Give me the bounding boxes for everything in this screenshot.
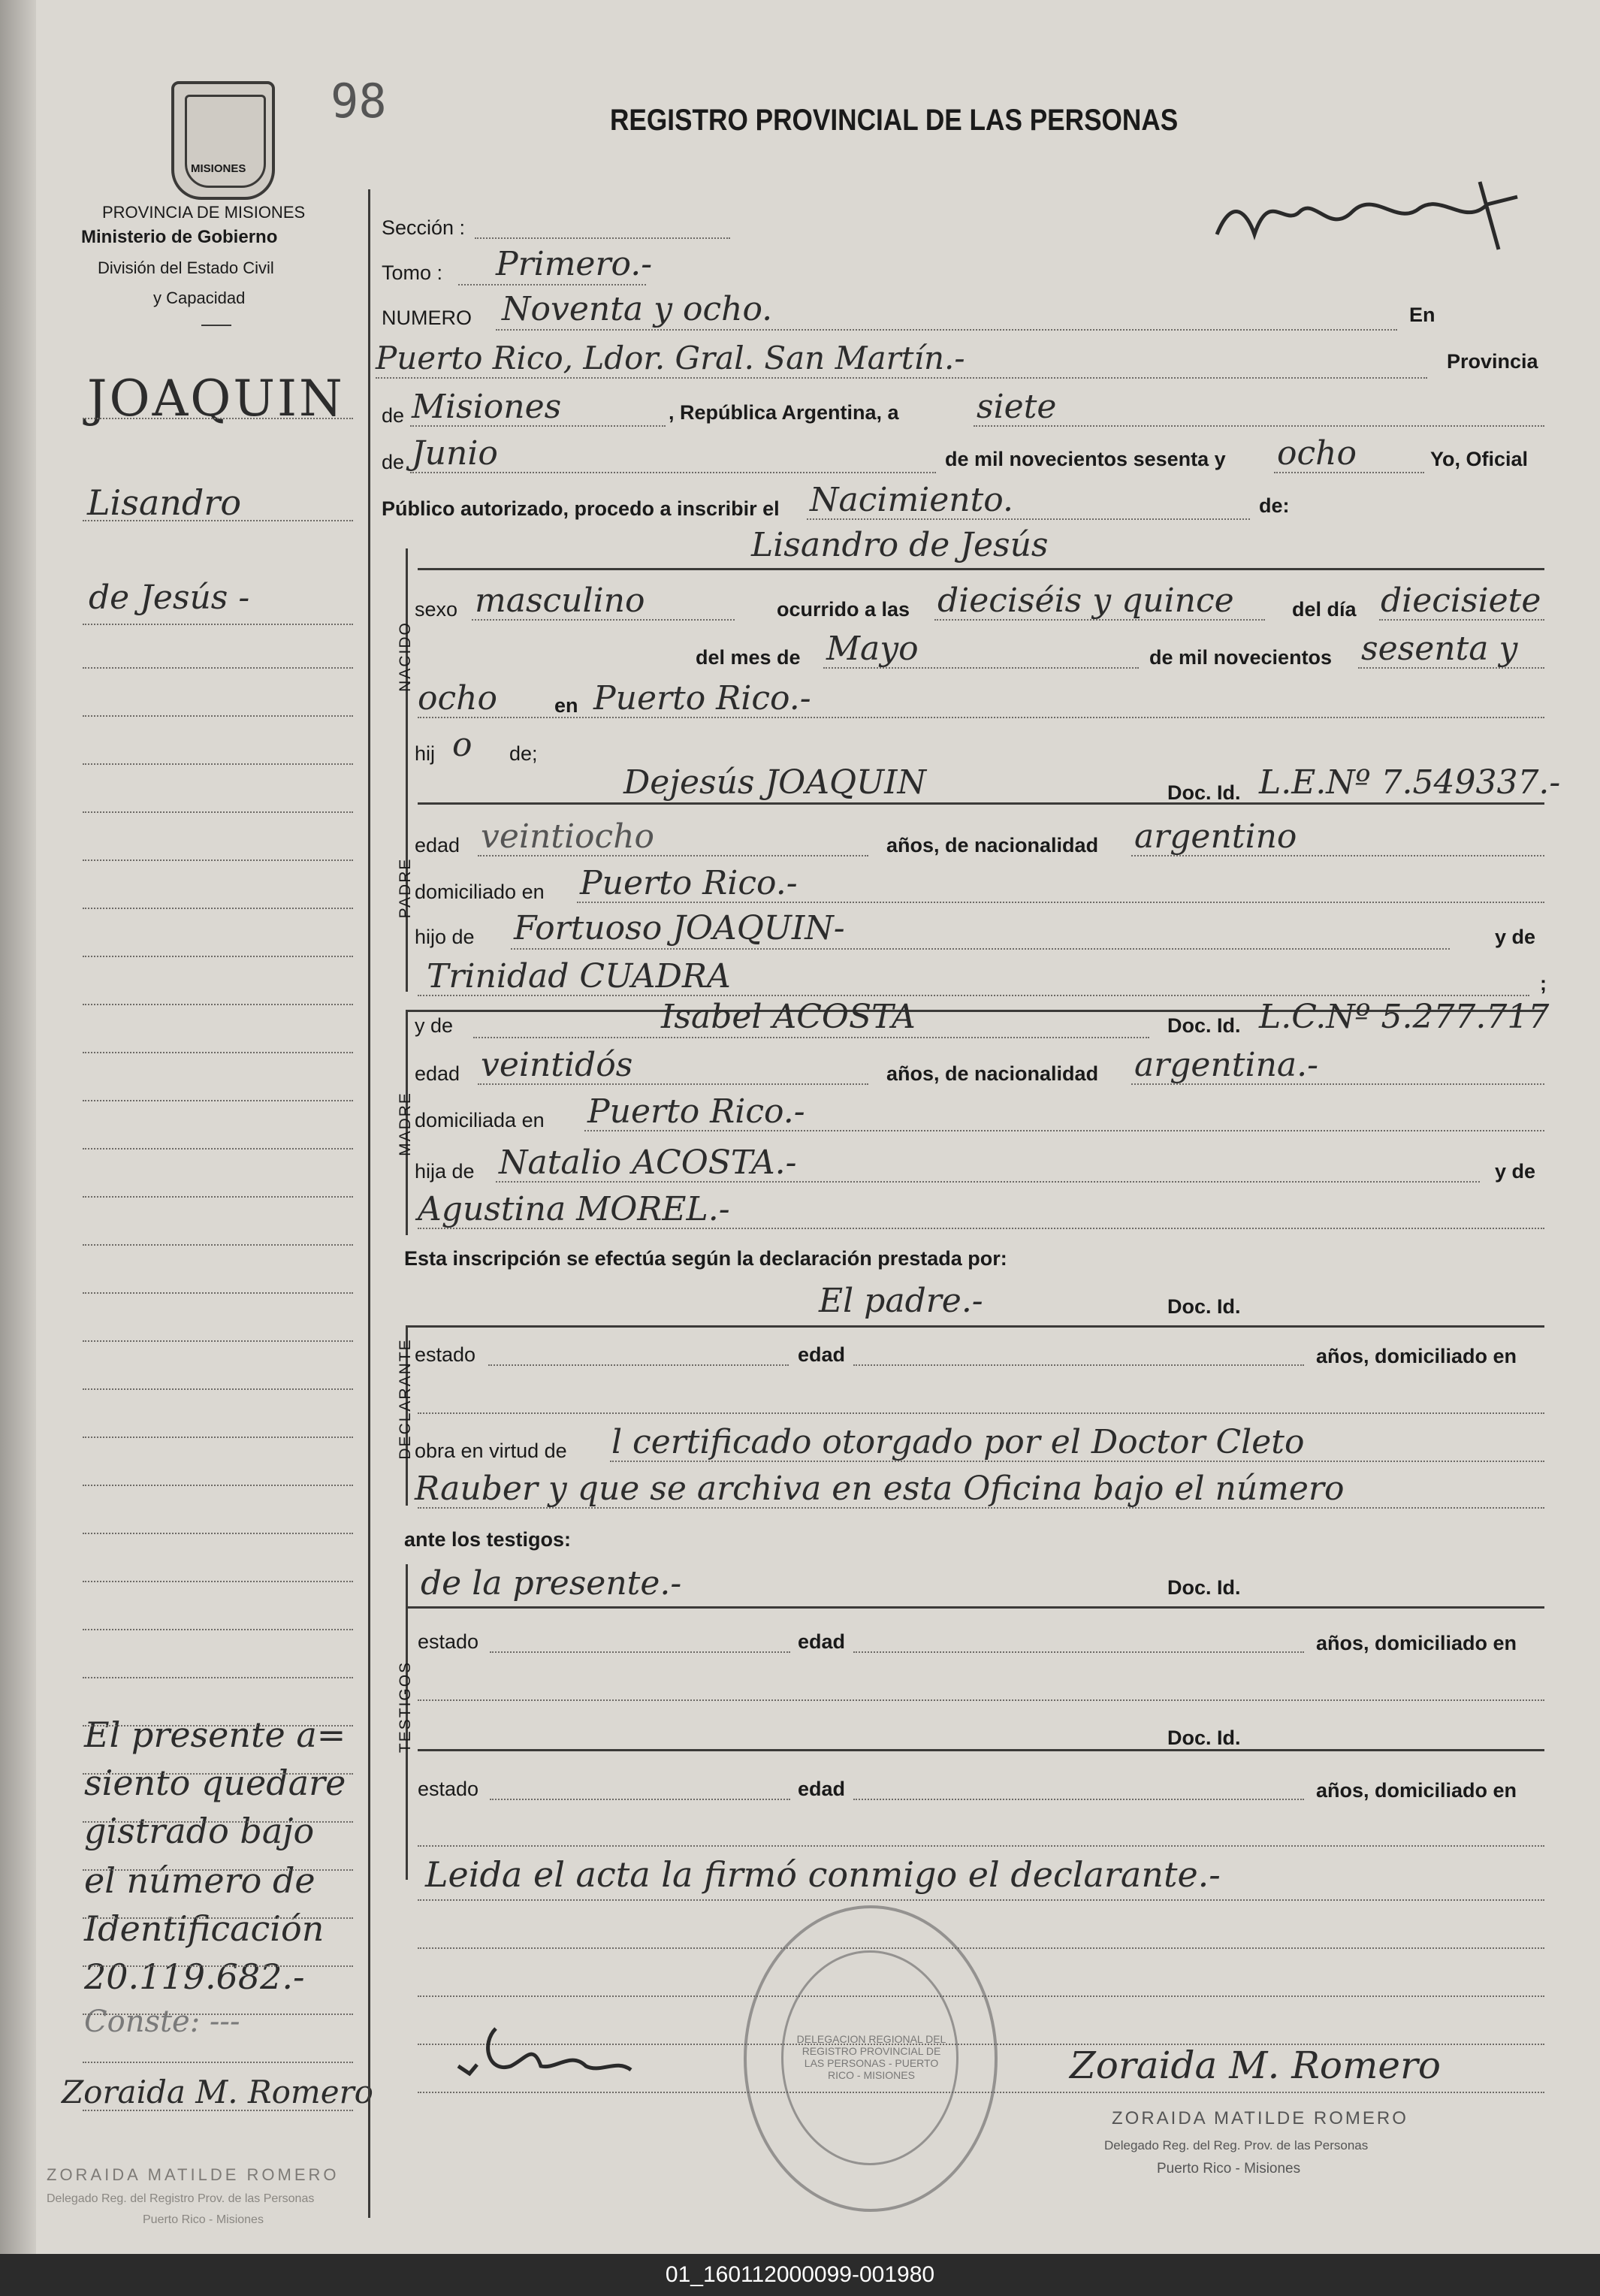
closing-line-2 bbox=[418, 1947, 1544, 1949]
semicolon-mark: ; bbox=[1540, 972, 1547, 995]
edad-label-witness-1: edad bbox=[798, 1630, 846, 1653]
margin-ruled-line bbox=[83, 1388, 353, 1390]
margin-stamp-line-3: Puerto Rico - Misiones bbox=[143, 2213, 264, 2226]
day-line bbox=[974, 425, 1544, 427]
org-divider bbox=[201, 325, 231, 326]
tomo-value: Primero.- bbox=[496, 245, 653, 283]
margin-ruled-line bbox=[83, 2062, 353, 2063]
y-de-label-mother: y de bbox=[415, 1014, 454, 1037]
father-nationality-line bbox=[1131, 855, 1544, 856]
doc-id-label-mother: Doc. Id. bbox=[1167, 1014, 1241, 1037]
margin-ruled-line bbox=[83, 1725, 353, 1727]
margin-ruled-line bbox=[83, 1244, 353, 1246]
margin-ruled-line bbox=[83, 859, 353, 861]
margin-ruled-line bbox=[83, 715, 353, 717]
birth-year-value-2: ocho bbox=[418, 679, 497, 718]
edad-line-declarant bbox=[853, 1364, 1304, 1366]
hijo-value: o bbox=[452, 726, 472, 764]
mother-domicile: Puerto Rico.- bbox=[587, 1092, 805, 1131]
del-mes-label: del mes de bbox=[696, 646, 801, 669]
margin-ruled-line bbox=[83, 1196, 353, 1198]
margin-ruled-line bbox=[83, 763, 353, 765]
edad-line-witness-2 bbox=[853, 1799, 1304, 1800]
year-value: ocho bbox=[1277, 434, 1357, 473]
birth-year-label: de mil novecientos bbox=[1149, 646, 1333, 669]
place-value: Puerto Rico, Ldor. Gral. San Martín.- bbox=[376, 340, 965, 376]
margin-ruled-line bbox=[83, 667, 353, 669]
day-value: siete bbox=[977, 388, 1057, 426]
sexo-value: masculino bbox=[475, 582, 645, 620]
edad-line-witness-1 bbox=[853, 1651, 1304, 1653]
margin-ruled-line bbox=[83, 1340, 353, 1342]
en-label: En bbox=[1409, 304, 1435, 326]
margin-note-line-2: siento quedare bbox=[84, 1763, 346, 1803]
form-left-rule bbox=[368, 189, 370, 2218]
estado-line-witness-1 bbox=[490, 1651, 790, 1653]
mother-age: veintidós bbox=[481, 1046, 633, 1084]
closing-text: Leida el acta la firmó conmigo el declarante.- bbox=[425, 1854, 1221, 1895]
ocurrido-label: ocurrido a las bbox=[777, 598, 910, 621]
margin-ruled-line bbox=[83, 624, 353, 625]
provincia-label: Provincia bbox=[1447, 350, 1538, 373]
y-de-label-mother-2: y de bbox=[1495, 1160, 1536, 1183]
margin-signature: Zoraida M. Romero bbox=[62, 2074, 373, 2110]
margin-note-line-5: Identificación bbox=[84, 1908, 325, 1949]
de-label-2: de bbox=[382, 451, 405, 473]
numero-value: Noventa y ocho. bbox=[502, 290, 773, 328]
page-title: REGISTRO PROVINCIAL DE LAS PERSONAS bbox=[610, 104, 1179, 137]
declaracion-label: Esta inscripción se efectúa según la declaración prestada por: bbox=[404, 1247, 1007, 1270]
seccion-label: Sección : bbox=[382, 216, 466, 239]
margin-given-name-2: de Jesús - bbox=[89, 579, 250, 617]
org-line-3: División del Estado Civil bbox=[98, 258, 274, 277]
birth-place-value: Puerto Rico.- bbox=[593, 679, 811, 718]
seal-text: DELEGACION REGIONAL DEL REGISTRO PROVINCIAL DE LAS PERSONAS - PUERTO RICO - MISIONES bbox=[796, 2033, 946, 2081]
father-domicile: Puerto Rico.- bbox=[580, 864, 798, 902]
testigos-label: ante los testigos: bbox=[404, 1528, 572, 1551]
certificate-line-1: l certificado otorgado por el Doctor Cleto bbox=[611, 1423, 1305, 1461]
obra-label: obra en virtud de bbox=[415, 1440, 567, 1462]
act-type-line bbox=[807, 518, 1250, 520]
officer-stamp-line-2: Delegado Reg. del Reg. Prov. de las Personas bbox=[1104, 2138, 1369, 2152]
edad-label-mother: edad bbox=[415, 1062, 460, 1085]
certificate-line-2: Rauber y que se archiva en esta Oficina bajo el número bbox=[415, 1470, 1345, 1508]
month-line bbox=[410, 472, 936, 473]
section-label-nacido: NACIDO bbox=[397, 621, 414, 692]
father-age-line bbox=[478, 855, 868, 856]
edad-label-declarant: edad bbox=[798, 1343, 846, 1366]
publico-label: Público autorizado, procedo a inscribir el bbox=[382, 497, 780, 520]
hijo-de-label: hijo de bbox=[415, 926, 475, 948]
certificate-line-2-rule bbox=[418, 1507, 1544, 1509]
margin-ruled-line bbox=[83, 1629, 353, 1630]
header-signature-icon bbox=[1202, 167, 1532, 264]
nacionalidad-label-father: años, de nacionalidad bbox=[886, 834, 1099, 856]
hour-line bbox=[934, 619, 1265, 621]
margin-ruled-line bbox=[83, 1821, 353, 1823]
certificate-line-1-rule bbox=[610, 1461, 1544, 1462]
anos-domiciliado-label-witness-2: años, domiciliado en bbox=[1316, 1779, 1517, 1802]
mother-name: Isabel ACOSTA bbox=[661, 998, 916, 1036]
margin-ruled-line bbox=[83, 956, 353, 957]
margin-ruled-line bbox=[83, 1148, 353, 1150]
birth-month-value: Mayo bbox=[826, 630, 919, 668]
doc-id-label-father: Doc. Id. bbox=[1167, 781, 1241, 804]
file-id-bar: 01_160112000099-001980 bbox=[0, 2254, 1600, 2296]
birth-place-line bbox=[418, 717, 1544, 718]
mother-mother: Agustina MOREL.- bbox=[418, 1190, 730, 1228]
declarant-domicile-line bbox=[418, 1412, 1544, 1414]
margin-ruled-line bbox=[83, 1533, 353, 1534]
province-crest-icon bbox=[171, 81, 275, 200]
section-label-declarante: DECLARANTE bbox=[397, 1338, 414, 1460]
witness-2-domicile-line bbox=[418, 1845, 1544, 1847]
domiciliado-label-father: domiciliado en bbox=[415, 881, 545, 903]
father-nationality: argentino bbox=[1134, 817, 1297, 856]
anos-domiciliado-label-witness-1: años, domiciliado en bbox=[1316, 1632, 1517, 1654]
mother-domicile-line bbox=[584, 1130, 1544, 1131]
margin-ruled-line bbox=[83, 811, 353, 813]
birth-year-value: sesenta y bbox=[1361, 630, 1518, 668]
nacionalidad-label-mother: años, de nacionalidad bbox=[886, 1062, 1099, 1085]
margin-ruled-line bbox=[83, 1485, 353, 1486]
margin-ruled-line bbox=[83, 1004, 353, 1005]
year-text-label: de mil novecientos sesenta y bbox=[945, 448, 1226, 470]
margin-ruled-line bbox=[83, 1677, 353, 1678]
seccion-line bbox=[475, 237, 730, 239]
estado-line-declarant bbox=[488, 1364, 789, 1366]
sexo-line bbox=[472, 619, 735, 621]
margin-ruled-line bbox=[83, 1052, 353, 1053]
estado-label-declarant: estado bbox=[415, 1343, 476, 1366]
crest-text: MISIONES bbox=[191, 162, 246, 175]
edad-label-father: edad bbox=[415, 834, 460, 856]
child-name-line bbox=[418, 568, 1544, 570]
de-label: de bbox=[382, 404, 405, 427]
numero-label: NUMERO bbox=[382, 307, 472, 329]
mother-mother-line bbox=[418, 1228, 1544, 1229]
republica-label: , República Argentina, a bbox=[669, 401, 899, 424]
org-line-2: Ministerio de Gobierno bbox=[81, 227, 278, 247]
margin-ruled-line bbox=[83, 2110, 353, 2111]
officer-signature: Zoraida M. Romero bbox=[1070, 2044, 1441, 2087]
mother-nationality-line bbox=[1131, 1083, 1544, 1085]
officer-stamp-line-3: Puerto Rico - Misiones bbox=[1157, 2161, 1301, 2177]
margin-ruled-line bbox=[83, 1917, 353, 1919]
mother-father-line bbox=[496, 1181, 1480, 1183]
sexo-label: sexo bbox=[415, 598, 458, 621]
father-domicile-line bbox=[577, 902, 1544, 903]
birth-month-line bbox=[823, 667, 1139, 669]
month-value: Junio bbox=[412, 434, 498, 473]
mother-father: Natalio ACOSTA.- bbox=[499, 1143, 797, 1182]
org-line-4: y Capacidad bbox=[153, 289, 246, 307]
birth-day-value: diecisiete bbox=[1381, 582, 1541, 620]
father-mother-line bbox=[418, 995, 1529, 996]
doc-id-label-witness-1: Doc. Id. bbox=[1167, 1576, 1241, 1599]
hijo-label: hij bbox=[415, 742, 436, 765]
doc-id-label-witness-2: Doc. Id. bbox=[1167, 1727, 1241, 1749]
margin-note-line-4: el número de bbox=[84, 1860, 315, 1901]
father-name: Dejesús JOAQUIN bbox=[623, 763, 927, 802]
margin-ruled-line bbox=[83, 1437, 353, 1438]
margin-note-line-1: El presente a= bbox=[84, 1714, 346, 1755]
closing-line-1 bbox=[418, 1899, 1544, 1901]
province-line bbox=[410, 425, 666, 427]
witness-2-top-line bbox=[418, 1749, 1544, 1751]
mother-doc: L.C.Nº 5.277.717 bbox=[1259, 998, 1550, 1036]
margin-surname: JOAQUIN bbox=[87, 370, 345, 427]
officer-stamp-line-1: ZORAIDA MATILDE ROMERO bbox=[1112, 2108, 1408, 2128]
del-dia-label: del día bbox=[1292, 598, 1357, 621]
father-doc: L.E.Nº 7.549337.- bbox=[1259, 763, 1561, 802]
tomo-label: Tomo : bbox=[382, 261, 443, 284]
declarante-top-line bbox=[406, 1325, 1544, 1328]
estado-label-witness-2: estado bbox=[418, 1778, 479, 1800]
hour-value: dieciséis y quince bbox=[937, 582, 1234, 620]
margin-ruled-line bbox=[83, 1581, 353, 1582]
declarant-signature-icon bbox=[443, 1998, 669, 2089]
anos-domiciliado-label-declarant: años, domiciliado en bbox=[1316, 1345, 1517, 1367]
margin-ruled-line bbox=[83, 908, 353, 909]
witness-value: de la presente.- bbox=[421, 1564, 682, 1603]
section-label-madre: MADRE bbox=[397, 1092, 414, 1156]
witness-1-domicile-line bbox=[418, 1699, 1544, 1701]
margin-ruled-line bbox=[83, 2014, 353, 2015]
doc-id-label-declarant: Doc. Id. bbox=[1167, 1295, 1241, 1318]
margin-ruled-line bbox=[83, 1100, 353, 1101]
place-line bbox=[376, 377, 1427, 379]
tomo-line bbox=[458, 284, 646, 285]
mother-name-line bbox=[473, 1037, 1149, 1038]
estado-label-witness-1: estado bbox=[418, 1630, 479, 1653]
y-de-label-father: y de bbox=[1495, 926, 1536, 948]
section-label-padre: PADRE bbox=[397, 857, 414, 919]
margin-ruled-line bbox=[83, 1869, 353, 1871]
domiciliada-label: domiciliada en bbox=[415, 1109, 545, 1131]
margin-note-line-7: Conste: --- bbox=[84, 2004, 240, 2039]
declarant-value: El padre.- bbox=[819, 1282, 983, 1320]
de-colon-label: de: bbox=[1259, 494, 1290, 517]
mother-nationality: argentina.- bbox=[1134, 1046, 1318, 1084]
father-father-line bbox=[511, 948, 1450, 950]
edad-label-witness-2: edad bbox=[798, 1778, 846, 1800]
birth-day-line bbox=[1379, 619, 1544, 621]
act-type-value: Nacimiento. bbox=[810, 481, 1014, 519]
birth-year-line bbox=[1358, 667, 1544, 669]
year-line bbox=[1274, 472, 1424, 473]
hija-de-label: hija de bbox=[415, 1160, 475, 1183]
margin-note-line-6: 20.119.682.- bbox=[84, 1956, 305, 1997]
margin-ruled-line bbox=[83, 418, 353, 419]
father-mother: Trinidad CUADRA bbox=[427, 957, 731, 995]
father-father: Fortuoso JOAQUIN- bbox=[514, 909, 845, 947]
org-line-1: PROVINCIA DE MISIONES bbox=[102, 203, 306, 222]
page-number: 98 bbox=[331, 74, 387, 128]
margin-ruled-line bbox=[83, 1292, 353, 1294]
margin-given-name-1: Lisandro bbox=[87, 482, 242, 523]
section-label-testigos: TESTIGOS bbox=[397, 1660, 414, 1754]
testigos-top-line bbox=[406, 1606, 1544, 1609]
margin-note-line-3: gistrado bajo bbox=[84, 1811, 315, 1851]
father-age: veintiocho bbox=[481, 817, 655, 856]
margin-ruled-line bbox=[83, 1965, 353, 1967]
margin-stamp-line-2: Delegado Reg. del Registro Prov. de las Personas bbox=[47, 2192, 315, 2205]
mother-age-line bbox=[478, 1083, 868, 1085]
numero-line bbox=[496, 329, 1397, 331]
en-label-2: en bbox=[554, 694, 578, 717]
padre-top-line bbox=[418, 802, 1544, 805]
margin-ruled-line bbox=[83, 1773, 353, 1775]
margin-stamp-line-1: ZORAIDA MATILDE ROMERO bbox=[47, 2165, 340, 2184]
margin-ruled-line bbox=[83, 520, 353, 521]
child-name: Lisandro de Jesús bbox=[751, 526, 1049, 564]
de-semicolon-label: de; bbox=[509, 742, 538, 765]
estado-line-witness-2 bbox=[490, 1799, 790, 1800]
province-value: Misiones bbox=[412, 388, 562, 426]
yo-label: Yo, Oficial bbox=[1430, 448, 1529, 470]
